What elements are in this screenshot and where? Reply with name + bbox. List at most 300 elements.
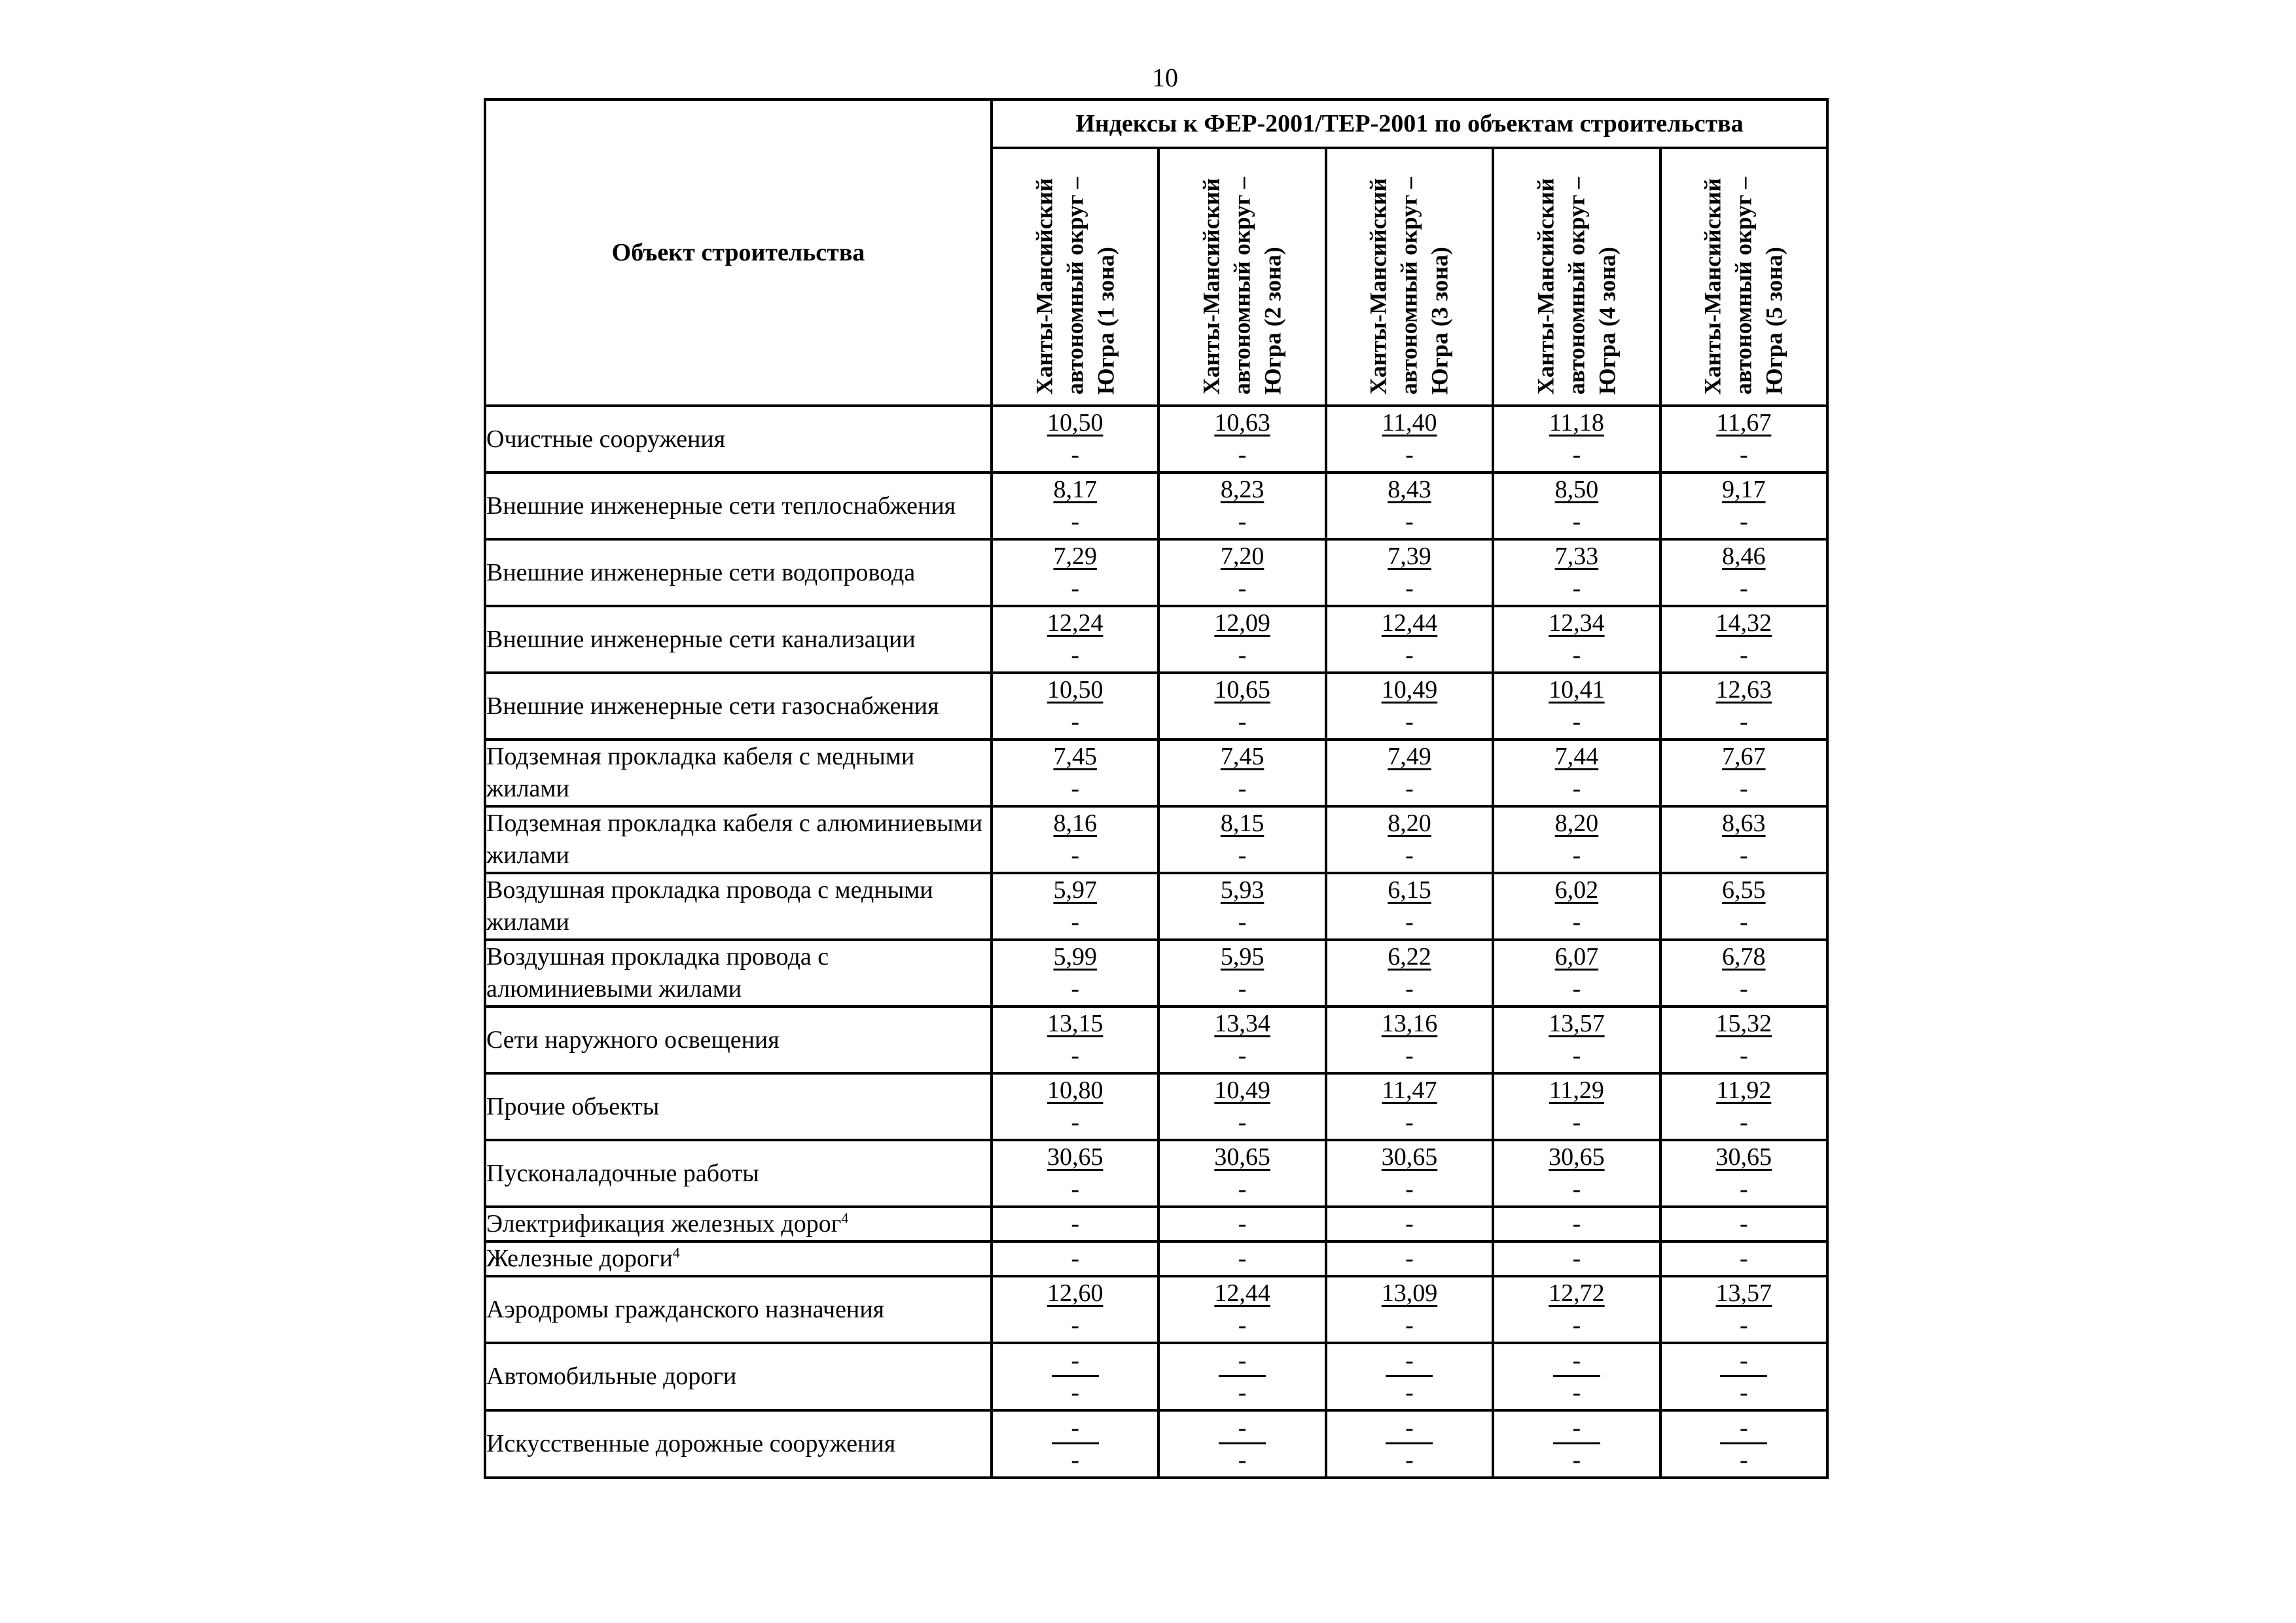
- index-value-cell: [1158, 740, 1325, 806]
- table-row: [485, 873, 1827, 940]
- index-denominator: -: [1572, 1175, 1581, 1203]
- index-numerator: 6,15: [1388, 876, 1431, 904]
- object-name: Электрификация железных дорог: [486, 1210, 842, 1238]
- index-value-cell: [1660, 473, 1827, 539]
- zone-header-5: [1660, 148, 1827, 406]
- index-denominator: -: [1739, 508, 1748, 535]
- object-name-cell: [485, 1343, 992, 1410]
- table-row: [485, 1241, 1827, 1276]
- object-name-cell: [485, 473, 992, 539]
- index-value-cell: [1493, 740, 1660, 806]
- index-value-cell: [1326, 940, 1493, 1007]
- index-value-cell: [1493, 1073, 1660, 1140]
- object-name-cell: [485, 940, 992, 1007]
- table-body: [485, 406, 1827, 1478]
- index-value-cell: [992, 673, 1158, 740]
- index-denominator: -: [1071, 975, 1080, 1003]
- index-value-cell: [1660, 806, 1827, 873]
- index-numerator-text: -: [1238, 1347, 1247, 1374]
- index-value-cell: [1660, 873, 1827, 940]
- index-value-cell: [1326, 806, 1493, 873]
- index-denominator: -: [1071, 708, 1080, 736]
- index-value: -: [1071, 1245, 1080, 1272]
- index-numerator: 9,17: [1722, 476, 1766, 503]
- index-denominator: -: [1572, 508, 1581, 535]
- index-numerator: 10,49: [1214, 1077, 1270, 1104]
- index-value-cell: [1158, 1207, 1325, 1241]
- index-value-cell: [992, 1140, 1158, 1207]
- index-numerator: 12,72: [1549, 1279, 1605, 1307]
- index-value-cell: [1493, 539, 1660, 606]
- index-value-cell: [1660, 1007, 1827, 1073]
- index-value-cell: [992, 873, 1158, 940]
- index-denominator: -: [1238, 508, 1247, 535]
- table-row: [485, 1073, 1827, 1140]
- index-denominator: -: [1572, 708, 1581, 736]
- object-name: Воздушная прокладка провода с алюминиевыми жилами: [486, 943, 829, 1003]
- object-name-cell: [485, 1207, 992, 1241]
- footnote-marker: 4: [672, 1244, 680, 1261]
- index-denominator: -: [1572, 1109, 1581, 1136]
- index-value-cell: [1158, 539, 1325, 606]
- object-name-cell: [485, 1140, 992, 1207]
- index-denominator: -: [1739, 842, 1748, 869]
- index-numerator: 8,15: [1220, 810, 1265, 837]
- index-denominator: -: [1572, 1446, 1581, 1474]
- index-denominator: -: [1405, 1175, 1414, 1203]
- index-value-cell: [1660, 1241, 1827, 1276]
- index-numerator: [1553, 1412, 1600, 1444]
- index-numerator: 7,67: [1722, 743, 1766, 770]
- index-value-cell: [1158, 1276, 1325, 1343]
- index-denominator: -: [1405, 508, 1414, 535]
- index-denominator: -: [1238, 441, 1247, 469]
- index-numerator: 8,20: [1388, 810, 1431, 837]
- index-value: -: [1071, 1210, 1080, 1238]
- index-numerator: 8,16: [1053, 810, 1097, 837]
- index-denominator: -: [1572, 775, 1581, 802]
- index-value-cell: [992, 740, 1158, 806]
- index-denominator: -: [1739, 441, 1748, 469]
- index-value-cell: [1660, 406, 1827, 473]
- index-denominator: -: [1238, 575, 1247, 602]
- index-denominator: -: [1071, 775, 1080, 802]
- index-value-cell: [1493, 1207, 1660, 1241]
- object-name-cell: [485, 539, 992, 606]
- index-denominator: -: [1238, 1042, 1247, 1069]
- index-value-cell: [992, 1241, 1158, 1276]
- index-value-cell: [1326, 1241, 1493, 1276]
- index-denominator: -: [1405, 908, 1414, 936]
- index-denominator: -: [1739, 575, 1748, 602]
- index-numerator: 7,49: [1388, 743, 1431, 770]
- index-numerator: 8,63: [1722, 810, 1766, 837]
- index-denominator: -: [1572, 1042, 1581, 1069]
- index-denominator: -: [1071, 1379, 1080, 1406]
- index-value-cell: [1660, 1276, 1827, 1343]
- object-name: Сети наружного освещения: [486, 1026, 780, 1054]
- index-value-cell: [1493, 1343, 1660, 1410]
- object-name: Внешние инженерные сети теплоснабжения: [486, 491, 956, 520]
- index-value-cell: [1493, 873, 1660, 940]
- index-denominator: -: [1405, 575, 1414, 602]
- object-name: Очистные сооружения: [486, 425, 726, 453]
- index-numerator: 12,09: [1214, 609, 1270, 637]
- index-numerator: 5,97: [1053, 876, 1097, 904]
- index-value-cell: [1326, 1276, 1493, 1343]
- index-numerator: 30,65: [1549, 1143, 1605, 1171]
- index-denominator: -: [1405, 1446, 1414, 1474]
- index-numerator: 14,32: [1715, 609, 1772, 637]
- index-value-cell: [1326, 1007, 1493, 1073]
- index-denominator: -: [1572, 575, 1581, 602]
- index-table: [484, 98, 1829, 1479]
- object-name: Прочие объекты: [486, 1092, 660, 1120]
- index-value: -: [1739, 1210, 1748, 1238]
- index-numerator: 13,34: [1214, 1010, 1270, 1037]
- index-value-cell: [1158, 1241, 1325, 1276]
- object-name: Подземная прокладка кабеля с медными жилами: [486, 743, 915, 802]
- index-numerator: 11,29: [1549, 1077, 1604, 1104]
- index-value-cell: [1158, 406, 1325, 473]
- index-numerator-text: -: [1739, 1347, 1748, 1374]
- index-value-cell: [1493, 940, 1660, 1007]
- index-denominator: -: [1739, 908, 1748, 936]
- object-name: Автомобильные дороги: [486, 1363, 737, 1390]
- object-name-cell: [485, 673, 992, 740]
- index-value-cell: [1660, 539, 1827, 606]
- index-numerator: [1052, 1412, 1099, 1444]
- index-denominator: -: [1405, 441, 1414, 469]
- index-value-cell: [1660, 1073, 1827, 1140]
- index-numerator: 11,67: [1716, 409, 1772, 437]
- footnote-marker: 4: [841, 1209, 849, 1226]
- index-denominator: -: [1572, 842, 1581, 869]
- index-numerator: 11,40: [1382, 409, 1437, 437]
- index-numerator: 13,15: [1047, 1010, 1103, 1037]
- index-denominator: -: [1238, 1311, 1247, 1339]
- index-value-cell: [1326, 406, 1493, 473]
- index-numerator: [1386, 1344, 1433, 1377]
- table-row: [485, 539, 1827, 606]
- index-numerator-text: -: [1071, 1347, 1080, 1374]
- index-value-cell: [992, 1007, 1158, 1073]
- index-denominator: -: [1572, 1379, 1581, 1406]
- index-value-cell: [1326, 1410, 1493, 1478]
- index-value-cell: [1493, 1410, 1660, 1478]
- index-denominator: -: [1739, 775, 1748, 802]
- index-value-cell: [992, 1073, 1158, 1140]
- index-value-cell: [1326, 873, 1493, 940]
- index-denominator: -: [1739, 708, 1748, 736]
- table-row: [485, 406, 1827, 473]
- index-numerator: 5,93: [1220, 876, 1265, 904]
- index-denominator: -: [1405, 641, 1414, 669]
- index-numerator: 12,34: [1549, 609, 1605, 637]
- index-numerator: 13,09: [1381, 1279, 1438, 1307]
- table-row: [485, 473, 1827, 539]
- zone-header-label: Ханты-Мансийский автономный округ – Югра (3 зона): [1365, 177, 1453, 395]
- index-numerator: 7,44: [1554, 743, 1599, 770]
- index-value-cell: [1158, 873, 1325, 940]
- index-numerator: 7,39: [1388, 543, 1431, 570]
- table-row: [485, 1207, 1827, 1241]
- index-value-cell: [992, 539, 1158, 606]
- index-value-cell: [1326, 740, 1493, 806]
- index-denominator: -: [1071, 575, 1080, 602]
- index-denominator: -: [1739, 641, 1748, 669]
- index-numerator: [1720, 1412, 1767, 1444]
- index-value-cell: [992, 1410, 1158, 1478]
- index-numerator: 10,49: [1381, 676, 1438, 704]
- index-numerator: 6,02: [1554, 876, 1599, 904]
- index-denominator: -: [1071, 1446, 1080, 1474]
- index-value-cell: [1326, 1073, 1493, 1140]
- index-numerator: [1553, 1344, 1600, 1377]
- table-row: [485, 740, 1827, 806]
- index-value-cell: [1660, 940, 1827, 1007]
- zone-header-label: Ханты-Мансийский автономный округ – Югра (5 зона): [1699, 177, 1787, 395]
- zone-header-1: [992, 148, 1158, 406]
- index-denominator: -: [1572, 1311, 1581, 1339]
- object-name: Внешние инженерные сети газоснабжения: [486, 692, 939, 720]
- index-numerator: 8,50: [1554, 476, 1599, 503]
- index-numerator: 12,44: [1214, 1279, 1270, 1307]
- index-value-cell: [1158, 940, 1325, 1007]
- index-numerator: 13,16: [1381, 1010, 1438, 1037]
- index-value-cell: [1660, 1140, 1827, 1207]
- index-value-cell: [1158, 1073, 1325, 1140]
- index-numerator: 15,32: [1715, 1010, 1772, 1037]
- index-value-cell: [1326, 1343, 1493, 1410]
- index-numerator: 11,47: [1382, 1077, 1437, 1104]
- object-name: Железные дороги: [486, 1245, 673, 1272]
- index-denominator: -: [1238, 842, 1247, 869]
- index-value-cell: [992, 606, 1158, 673]
- index-numerator: 8,43: [1388, 476, 1431, 503]
- index-numerator-text: -: [1572, 1414, 1581, 1442]
- index-value: -: [1405, 1245, 1414, 1272]
- index-numerator-text: -: [1572, 1347, 1581, 1374]
- object-name: Воздушная прокладка провода с медными жилами: [486, 876, 933, 936]
- index-denominator: -: [1739, 1109, 1748, 1136]
- index-numerator: 30,65: [1381, 1143, 1438, 1171]
- object-name: Аэродромы гражданского назначения: [486, 1295, 885, 1323]
- index-value-cell: [1493, 606, 1660, 673]
- index-value-cell: [1158, 1410, 1325, 1478]
- index-numerator: 7,33: [1554, 543, 1599, 570]
- index-denominator: -: [1739, 1175, 1748, 1203]
- zone-header-label: Ханты-Мансийский автономный округ – Югра (2 зона): [1198, 177, 1286, 395]
- index-numerator: 10,50: [1047, 409, 1103, 437]
- index-numerator: 7,20: [1220, 543, 1265, 570]
- object-name: Пусконаладочные работы: [486, 1159, 759, 1187]
- index-value-cell: [1493, 406, 1660, 473]
- index-denominator: -: [1405, 1109, 1414, 1136]
- object-name: Внешние инженерные сети канализации: [486, 625, 916, 653]
- index-value-cell: [1158, 1140, 1325, 1207]
- index-numerator: 6,07: [1554, 943, 1599, 971]
- index-numerator: [1052, 1344, 1099, 1377]
- table-row: [485, 606, 1827, 673]
- index-numerator: 5,95: [1220, 943, 1265, 971]
- index-value-cell: [992, 1276, 1158, 1343]
- index-denominator: -: [1238, 975, 1247, 1003]
- index-numerator: [1219, 1412, 1266, 1444]
- index-denominator: -: [1238, 775, 1247, 802]
- zone-header-label: Ханты-Мансийский автономный округ – Югра (4 зона): [1532, 177, 1621, 395]
- index-numerator: 8,20: [1554, 810, 1599, 837]
- index-denominator: -: [1572, 641, 1581, 669]
- table-row: [485, 1276, 1827, 1343]
- index-denominator: -: [1071, 842, 1080, 869]
- object-name: Искусственные дорожные сооружения: [486, 1430, 896, 1457]
- index-denominator: -: [1238, 641, 1247, 669]
- object-name-cell: [485, 1241, 992, 1276]
- index-denominator: -: [1739, 1042, 1748, 1069]
- index-value-cell: [1493, 1007, 1660, 1073]
- index-denominator: -: [1405, 842, 1414, 869]
- index-denominator: -: [1071, 1109, 1080, 1136]
- zone-header-2: [1158, 148, 1325, 406]
- index-numerator-text: -: [1405, 1414, 1414, 1442]
- index-numerator: [1219, 1344, 1266, 1377]
- table-row: [485, 806, 1827, 873]
- object-name-cell: [485, 1007, 992, 1073]
- index-numerator: 10,80: [1047, 1077, 1103, 1104]
- object-name-cell: [485, 873, 992, 940]
- index-value-cell: [1660, 673, 1827, 740]
- index-numerator: 8,17: [1053, 476, 1097, 503]
- index-value-cell: [1158, 673, 1325, 740]
- index-denominator: -: [1238, 1109, 1247, 1136]
- index-value-cell: [992, 406, 1158, 473]
- index-numerator: 12,24: [1047, 609, 1103, 637]
- index-numerator: 12,60: [1047, 1279, 1103, 1307]
- object-column-header: Объект строительства: [485, 99, 992, 406]
- index-value-cell: [1493, 806, 1660, 873]
- index-value: -: [1739, 1245, 1748, 1272]
- index-denominator: -: [1071, 1042, 1080, 1069]
- index-numerator-text: -: [1238, 1414, 1247, 1442]
- index-denominator: -: [1238, 708, 1247, 736]
- index-value-cell: [992, 473, 1158, 539]
- index-denominator: -: [1238, 1175, 1247, 1203]
- index-denominator: -: [1739, 1311, 1748, 1339]
- index-value-cell: [1326, 1140, 1493, 1207]
- index-numerator: 30,65: [1047, 1143, 1103, 1171]
- object-name: Подземная прокладка кабеля с алюминиевыми жилами: [486, 810, 983, 869]
- index-value-cell: [1660, 740, 1827, 806]
- index-value-cell: [1493, 1276, 1660, 1343]
- index-numerator: 10,65: [1214, 676, 1270, 704]
- index-value: -: [1238, 1210, 1247, 1238]
- index-numerator: 30,65: [1214, 1143, 1270, 1171]
- index-value-cell: [1493, 1140, 1660, 1207]
- index-numerator: 12,44: [1381, 609, 1438, 637]
- index-value-cell: [1660, 1410, 1827, 1478]
- index-denominator: -: [1238, 1379, 1247, 1406]
- table-row: [485, 1140, 1827, 1207]
- table-row: [485, 1343, 1827, 1410]
- index-value-cell: [1493, 1241, 1660, 1276]
- table-row: [485, 1007, 1827, 1073]
- index-numerator: 5,99: [1053, 943, 1097, 971]
- index-numerator: 13,57: [1549, 1010, 1605, 1037]
- index-value-cell: [1158, 473, 1325, 539]
- index-denominator: -: [1071, 508, 1080, 535]
- index-value-cell: [1660, 1343, 1827, 1410]
- index-denominator: -: [1405, 1042, 1414, 1069]
- index-denominator: -: [1405, 1311, 1414, 1339]
- index-numerator: 7,45: [1053, 743, 1097, 770]
- index-denominator: -: [1739, 1446, 1748, 1474]
- index-value-cell: [992, 806, 1158, 873]
- table-row: [485, 673, 1827, 740]
- index-numerator: 8,23: [1220, 476, 1265, 503]
- index-numerator: 10,50: [1047, 676, 1103, 704]
- index-numerator: 8,46: [1722, 543, 1766, 570]
- object-name-cell: [485, 1073, 992, 1140]
- object-name-cell: [485, 406, 992, 473]
- index-denominator: -: [1572, 975, 1581, 1003]
- index-value-cell: [1326, 606, 1493, 673]
- index-denominator: -: [1071, 908, 1080, 936]
- index-numerator: 10,41: [1549, 676, 1605, 704]
- index-denominator: -: [1071, 641, 1080, 669]
- index-value: -: [1572, 1210, 1581, 1238]
- index-numerator: 6,78: [1722, 943, 1766, 971]
- object-name-cell: [485, 1410, 992, 1478]
- page-number: 10: [1152, 63, 1178, 92]
- index-numerator: 7,29: [1053, 543, 1097, 570]
- index-value-cell: [1493, 673, 1660, 740]
- index-denominator: -: [1739, 975, 1748, 1003]
- zone-header-4: [1493, 148, 1660, 406]
- index-numerator: 11,18: [1549, 409, 1604, 437]
- index-denominator: -: [1238, 1446, 1247, 1474]
- index-denominator: -: [1405, 708, 1414, 736]
- index-denominator: -: [1071, 1311, 1080, 1339]
- index-numerator: 7,45: [1220, 743, 1265, 770]
- index-numerator-text: -: [1071, 1414, 1080, 1442]
- index-value-cell: [1326, 673, 1493, 740]
- index-numerator: [1720, 1344, 1767, 1377]
- index-numerator: 6,55: [1722, 876, 1766, 904]
- index-denominator: -: [1071, 1175, 1080, 1203]
- index-numerator: 10,63: [1214, 409, 1270, 437]
- object-name-cell: [485, 606, 992, 673]
- index-numerator: 30,65: [1715, 1143, 1772, 1171]
- table-row: [485, 1410, 1827, 1478]
- object-name-cell: [485, 1276, 992, 1343]
- zone-header-label: Ханты-Мансийский автономный округ – Югра (1 зона): [1031, 177, 1119, 395]
- index-numerator: 11,92: [1716, 1077, 1772, 1104]
- object-name-cell: [485, 806, 992, 873]
- index-value: -: [1405, 1210, 1414, 1238]
- index-value-cell: [1158, 1007, 1325, 1073]
- index-value-cell: [1158, 806, 1325, 873]
- index-denominator: -: [1405, 1379, 1414, 1406]
- index-denominator: -: [1405, 775, 1414, 802]
- index-value-cell: [992, 1207, 1158, 1241]
- index-value-cell: [1326, 1207, 1493, 1241]
- index-numerator-text: -: [1739, 1414, 1748, 1442]
- index-group-header: Индексы к ФЕР-2001/ТЕР-2001 по объектам строительства: [992, 99, 1827, 148]
- index-denominator: -: [1739, 1379, 1748, 1406]
- index-value-cell: [1158, 606, 1325, 673]
- object-name: Внешние инженерные сети водопровода: [486, 558, 916, 586]
